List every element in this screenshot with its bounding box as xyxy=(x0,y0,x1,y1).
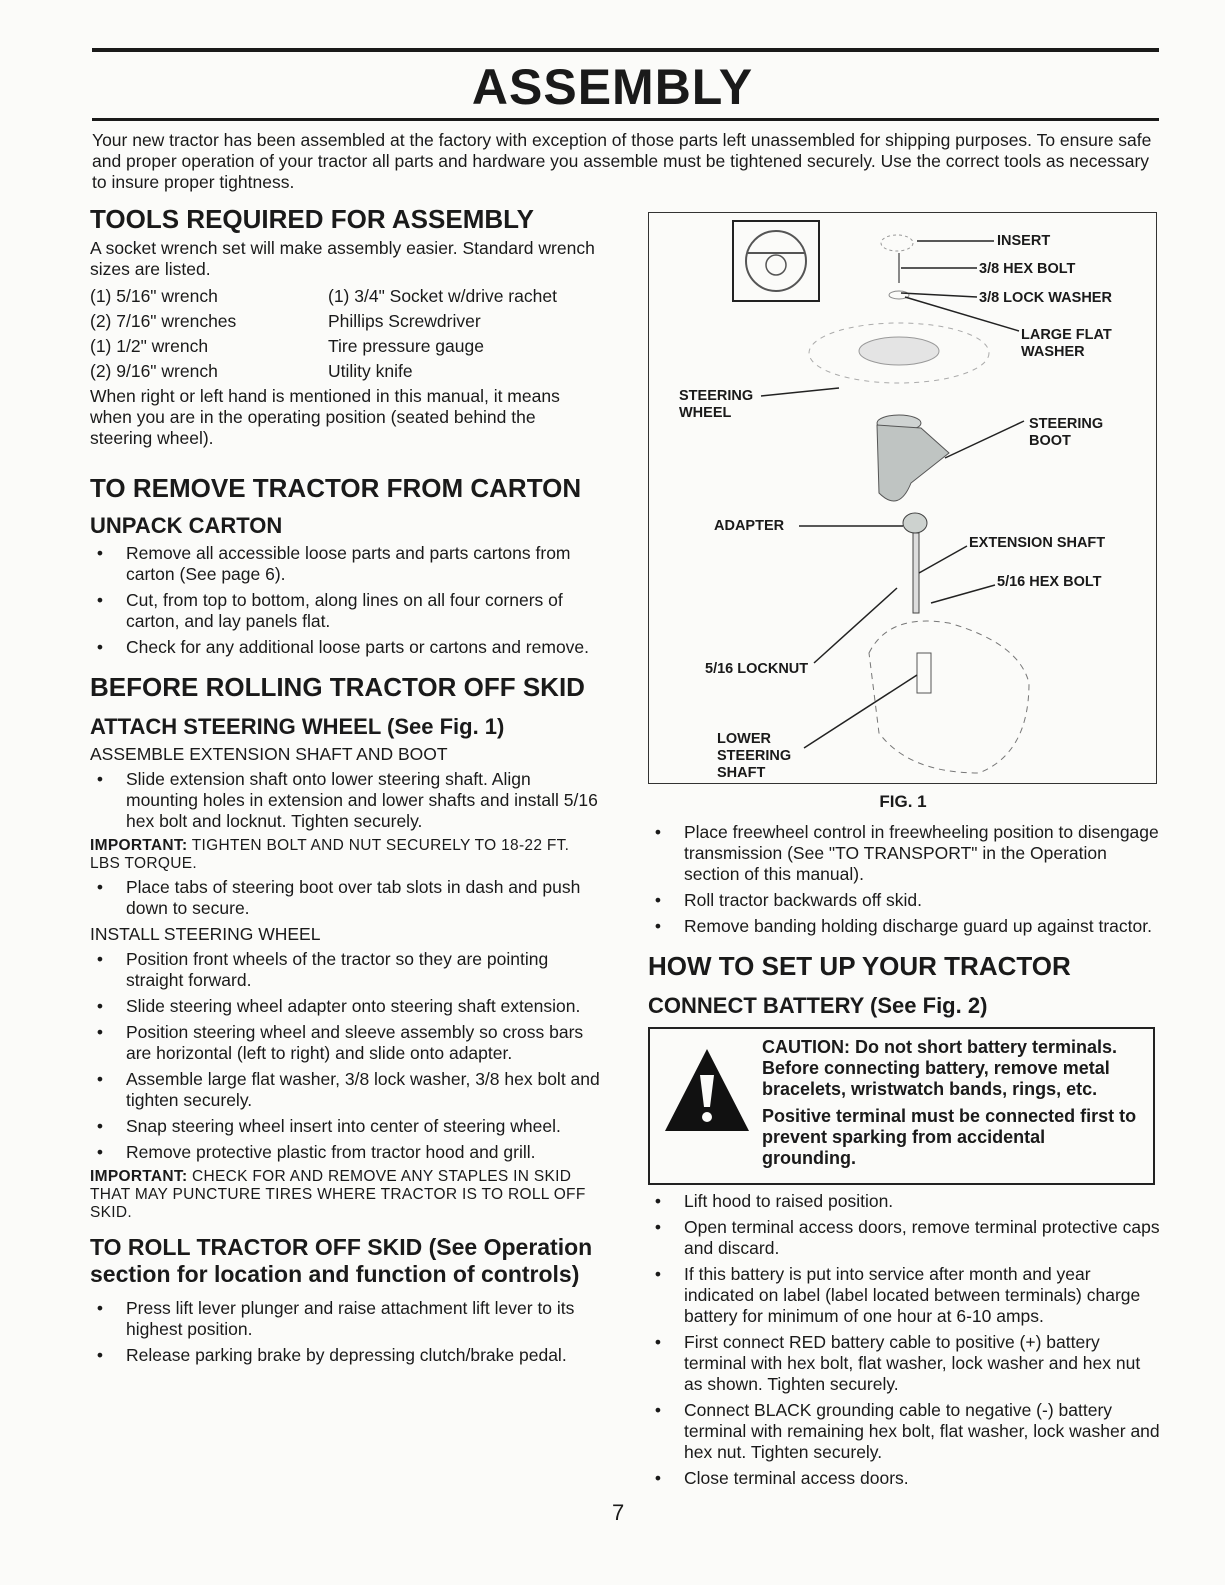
page-title: ASSEMBLY xyxy=(471,59,754,115)
caution-box xyxy=(648,1027,1155,1185)
list-item: • Place tabs of steering boot over tab slots in dash and push down to secure. xyxy=(90,877,600,919)
list-item: • Snap steering wheel insert into center of steering wheel. xyxy=(90,1116,600,1137)
figure-1 xyxy=(648,212,1157,784)
warning-icon xyxy=(662,1045,752,1135)
battery-subheading: CONNECT BATTERY (See Fig. 2) xyxy=(648,993,988,1018)
remove-heading: TO REMOVE TRACTOR FROM CARTON xyxy=(90,473,582,503)
hand-note: When right or left hand is mentioned in this manual, it means when you are in the operating position (seated behind the steering wheel). xyxy=(90,386,560,448)
label-adapter: ADAPTER xyxy=(714,518,785,534)
unpack-subheading: UNPACK CARTON xyxy=(90,513,283,538)
page-number: 7 xyxy=(612,1500,625,1525)
label-hex-bolt-516: 5/16 HEX BOLT xyxy=(997,574,1102,590)
attach-subheading: ATTACH STEERING WHEEL (See Fig. 1) xyxy=(90,714,505,739)
tools-list xyxy=(90,284,600,384)
bullet-icon: • xyxy=(654,890,662,910)
bullet-icon: • xyxy=(96,1022,104,1042)
bullet-icon: • xyxy=(654,1217,662,1237)
install-list xyxy=(90,949,600,1163)
right-column xyxy=(648,818,1163,1494)
assemble-list xyxy=(90,769,600,832)
tool-item: (1) 3/4" Socket w/drive rachet xyxy=(328,286,557,306)
list-item: • If this battery is put into service after month and year indicated on label (label located between terminals) charge battery for minimum of one hour at 6-10 amps. xyxy=(648,1264,1163,1327)
bullet-icon: • xyxy=(654,916,662,936)
steering-boot-part xyxy=(877,425,949,501)
setup-heading: HOW TO SET UP YOUR TRACTOR xyxy=(648,951,1071,981)
install-heading: INSTALL STEERING WHEEL xyxy=(90,924,321,944)
bullet-icon: • xyxy=(96,543,104,563)
bullet-icon: • xyxy=(96,1298,104,1318)
roll-list xyxy=(90,1298,600,1366)
label-hex-bolt-38: 3/8 HEX BOLT xyxy=(979,261,1076,277)
list-item: • Remove protective plastic from tractor hood and grill. xyxy=(90,1142,600,1163)
top-rule xyxy=(92,48,1159,52)
list-item: • Roll tractor backwards off skid. xyxy=(648,890,1163,911)
list-item: • Slide steering wheel adapter onto steering shaft extension. xyxy=(90,996,600,1017)
tools-heading: TOOLS REQUIRED FOR ASSEMBLY xyxy=(90,204,534,234)
intro-paragraph: Your new tractor has been assembled at the factory with exception of those parts left unassembled for shipping purposes. To ensure safe and proper operation of your tractor all parts and hardware you assemble must be tightened securely. Use the correct tools as necessary to insure proper tightness. xyxy=(92,130,1152,192)
left-column xyxy=(90,204,600,1371)
bullet-icon: • xyxy=(96,1345,104,1365)
caution-positive-text: Positive terminal must be connected first to prevent sparking from accidental grounding. xyxy=(762,1106,1137,1168)
tool-item: Utility knife xyxy=(328,361,413,381)
lower-shaft-area xyxy=(869,621,1029,773)
tool-item: (2) 9/16" wrench xyxy=(90,361,218,381)
list-item: • Connect BLACK grounding cable to negative (-) battery terminal with remaining hex bolt, flat washer, lock washer and hex nut. Tighten securely. xyxy=(648,1400,1163,1463)
extension-shaft-part xyxy=(913,533,919,613)
bullet-icon: • xyxy=(96,1069,104,1089)
list-item: • First connect RED battery cable to positive (+) battery terminal with hex bolt, flat washer, lock washer and hex nut as shown. Tighten securely. xyxy=(648,1332,1163,1395)
tools-intro: A socket wrench set will make assembly easier. Standard wrench sizes are listed. xyxy=(90,238,595,279)
list-item: • Release parking brake by depressing clutch/brake pedal. xyxy=(90,1345,600,1366)
insert-part xyxy=(881,235,913,251)
label-extension-shaft: EXTENSION SHAFT xyxy=(969,535,1106,551)
list-item: • Position front wheels of the tractor so they are pointing straight forward. xyxy=(90,949,600,991)
tool-item: (2) 7/16" wrenches xyxy=(90,311,237,331)
roll-heading: TO ROLL TRACTOR OFF SKID (See Operation section for location and function of controls) xyxy=(90,1234,593,1287)
list-item: • Open terminal access doors, remove terminal protective caps and discard. xyxy=(648,1217,1163,1259)
boot-list xyxy=(90,877,600,919)
roll-list-continued xyxy=(648,822,1163,937)
list-item: • Assemble large flat washer, 3/8 lock washer, 3/8 hex bolt and tighten securely. xyxy=(90,1069,600,1111)
list-item: • Check for any additional loose parts or cartons and remove. xyxy=(90,637,600,658)
list-item: • Press lift lever plunger and raise attachment lift lever to its highest position. xyxy=(90,1298,600,1340)
bullet-icon: • xyxy=(654,822,662,842)
list-item: • Place freewheel control in freewheeling position to disengage transmission (See "TO TRANSPORT" in the Operation section of this manual). xyxy=(648,822,1163,885)
tool-item: Phillips Screwdriver xyxy=(328,311,481,331)
bullet-icon: • xyxy=(654,1468,662,1488)
label-steering-wheel: STEERING WHEEL xyxy=(679,388,754,421)
bullet-icon: • xyxy=(654,1191,662,1211)
list-item: • Cut, from top to bottom, along lines on all four corners of carton, and lay panels flat. xyxy=(90,590,600,632)
bullet-icon: • xyxy=(96,769,104,789)
label-lower-steering-shaft: LOWER STEERING SHAFT xyxy=(717,731,792,781)
caution-text: CAUTION: Do not short battery terminals. Before connecting battery, remove metal bracelets, wristwatch bands, rings, etc. xyxy=(762,1037,1118,1099)
before-heading: BEFORE ROLLING TRACTOR OFF SKID xyxy=(90,672,585,702)
tool-item: (1) 5/16" wrench xyxy=(90,286,218,306)
tool-item: Tire pressure gauge xyxy=(328,336,484,356)
bullet-icon: • xyxy=(96,996,104,1016)
list-item: • Slide extension shaft onto lower steering shaft. Align mounting holes in extension and lower shafts and install 5/16 hex bolt and locknut. Tighten securely. xyxy=(90,769,600,832)
lower-shaft-part xyxy=(917,653,931,693)
title-rule xyxy=(92,118,1159,121)
bullet-icon: • xyxy=(96,877,104,897)
bullet-icon: • xyxy=(654,1264,662,1284)
inset-wheel-icon xyxy=(746,231,806,291)
bullet-icon: • xyxy=(96,637,104,657)
label-insert: INSERT xyxy=(997,233,1051,249)
bullet-icon: • xyxy=(96,949,104,969)
figure-caption: FIG. 1 xyxy=(879,792,927,811)
list-item: • Remove all accessible loose parts and parts cartons from carton (See page 6). xyxy=(90,543,600,585)
list-item: • Position steering wheel and sleeve assembly so cross bars are horizontal (left to right) and slide onto adapter. xyxy=(90,1022,600,1064)
label-large-flat-washer: LARGE FLAT WASHER xyxy=(1021,327,1112,360)
unpack-list xyxy=(90,543,600,658)
label-locknut-516: 5/16 LOCKNUT xyxy=(705,661,809,677)
label-steering-boot: STEERING BOOT xyxy=(1029,416,1104,449)
list-item: • Lift hood to raised position. xyxy=(648,1191,1163,1212)
tool-item: (1) 1/2" wrench xyxy=(90,336,209,356)
list-item: • Remove banding holding discharge guard up against tractor. xyxy=(648,916,1163,937)
bullet-icon: • xyxy=(96,590,104,610)
important-note: IMPORTANT: TIGHTEN BOLT AND NUT SECURELY TO 18-22 FT. LBS TORQUE. xyxy=(90,837,570,872)
bullet-icon: • xyxy=(96,1142,104,1162)
battery-list xyxy=(648,1191,1163,1489)
label-lock-washer-38: 3/8 LOCK WASHER xyxy=(979,290,1112,306)
important-note: IMPORTANT: CHECK FOR AND REMOVE ANY STAPLES IN SKID THAT MAY PUNCTURE TIRES WHERE TRACTOR IS TO ROLL OFF SKID. xyxy=(90,1168,586,1221)
bullet-icon: • xyxy=(96,1116,104,1136)
bullet-icon: • xyxy=(654,1332,662,1352)
assemble-heading: ASSEMBLE EXTENSION SHAFT AND BOOT xyxy=(90,744,448,764)
list-item: • Close terminal access doors. xyxy=(648,1468,1163,1489)
adapter-part xyxy=(903,513,927,533)
bullet-icon: • xyxy=(654,1400,662,1420)
